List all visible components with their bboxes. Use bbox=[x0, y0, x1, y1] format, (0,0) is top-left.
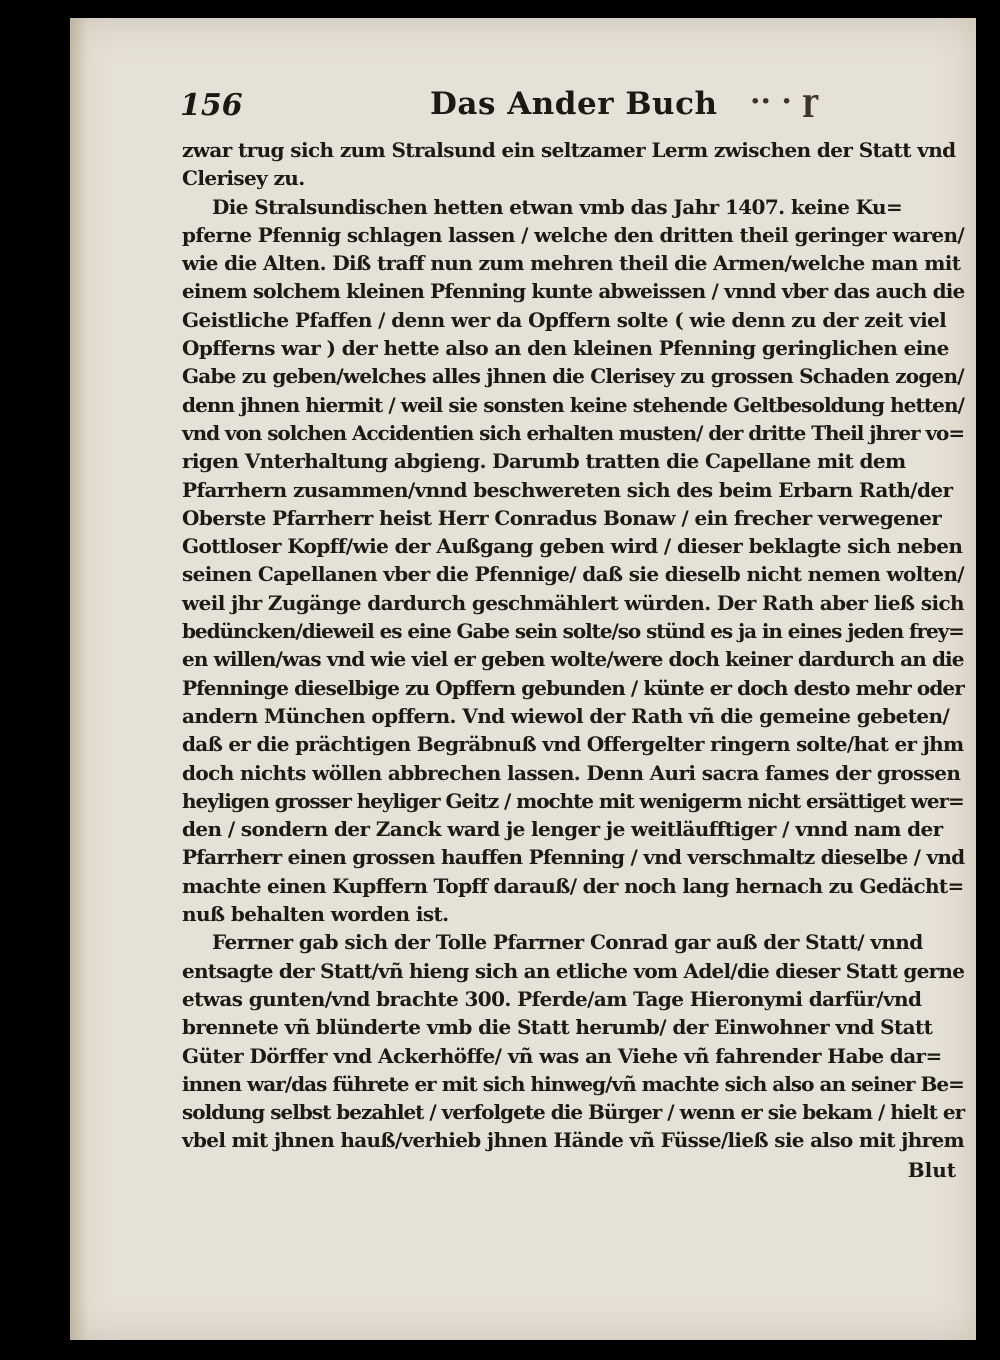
page-header bbox=[180, 82, 880, 132]
text-line: den / sondern der Zanck ward je lenger je weitläufftiger / vnnd nam der bbox=[182, 817, 943, 842]
catchword: Blut bbox=[907, 1158, 956, 1182]
text-line: doch nichts wöllen abbrechen lassen. Denn Auri sacra fames der grossen bbox=[182, 760, 961, 785]
text-line: Die Stralsundischen hetten etwan vmb das Jahr 1407. keine Ku= bbox=[212, 194, 903, 219]
text-line: Pfarrherr einen grossen hauffen Pfenning / vnd verschmaltz dieselbe / vnd bbox=[182, 845, 965, 870]
text-line: heyligen grosser heyliger Geitz / mochte mit wenigerm nicht ersättiget wer= bbox=[182, 788, 964, 813]
header-ornament: ·· · ɼ bbox=[750, 84, 819, 119]
text-line: entsagte der Statt/vñ hieng sich an etliche vom Adel/die dieser Statt gerne bbox=[182, 958, 965, 983]
text-line: andern München opffern. Vnd wiewol der Rath vñ die gemeine gebeten/ bbox=[182, 703, 950, 728]
text-line: denn jhnen hiermit / weil sie sonsten keine stehende Geltbesoldung hetten/ bbox=[182, 392, 965, 417]
text-line: brennete vñ blünderte vmb die Statt herumb/ der Einwohner vnd Statt bbox=[182, 1015, 933, 1040]
text-line: nuß behalten worden ist. bbox=[182, 902, 449, 927]
text-line: Clerisey zu. bbox=[182, 166, 305, 191]
text-line: daß er die prächtigen Begräbnuß vnd Offergelter ringern solte/hat er jhm bbox=[182, 732, 964, 757]
text-line: Geistliche Pfaffen / denn wer da Opffern solte ( wie denn zu der zeit viel bbox=[182, 307, 947, 332]
text-line: seinen Capellanen vber die Pfennige/ daß sie dieselb nicht nemen wolten/ bbox=[182, 562, 964, 587]
text-line: Ferrner gab sich der Tolle Pfarrner Conrad gar auß der Statt/ vnnd bbox=[212, 930, 923, 955]
body-text bbox=[182, 136, 964, 1155]
text-line: Gottloser Kopff/wie der Außgang geben wird / dieser beklagte sich neben bbox=[182, 534, 963, 559]
text-line: Güter Dörffer vnd Ackerhöffe/ vñ was an Viehe vñ fahrender Habe dar= bbox=[182, 1043, 942, 1068]
text-line: einem solchem kleinen Pfenning kunte abweissen / vnnd vber das auch die bbox=[182, 279, 965, 304]
text-line: soldung selbst bezahlet / verfolgete die Bürger / wenn er sie bekam / hielt er bbox=[182, 1100, 965, 1125]
text-line: wie die Alten. Diß traff nun zum mehren theil die Armen/welche man mit bbox=[182, 251, 961, 276]
text-line: etwas gunten/vnd brachte 300. Pferde/am Tage Hieronymi darfür/vnd bbox=[182, 986, 922, 1011]
text-line: bedüncken/dieweil es eine Gabe sein solte/so stünd es ja in eines jeden frey= bbox=[182, 619, 964, 644]
text-line: innen war/das führete er mit sich hinweg/vñ machte sich also an seiner Be= bbox=[182, 1071, 964, 1096]
running-title: Das Ander Buch bbox=[430, 86, 718, 122]
page-gutter-shadow bbox=[70, 18, 88, 1340]
text-line: Pfarrhern zusammen/vnnd beschwereten sich des beim Erbarn Rath/der bbox=[182, 477, 953, 502]
text-line: pferne Pfennig schlagen lassen / welche den dritten theil geringer waren/ bbox=[182, 222, 965, 247]
text-line: rigen Vnterhaltung abgieng. Darumb tratten die Capellane mit dem bbox=[182, 449, 906, 474]
text-line: Opfferns war ) der hette also an den kleinen Pfenning geringlichen eine bbox=[182, 336, 949, 361]
text-line: Pfenninge dieselbige zu Opffern gebunden / künte er doch desto mehr oder bbox=[182, 675, 964, 700]
text-line: vnd von solchen Accidentien sich erhalten musten/ der dritte Theil jhrer vo= bbox=[182, 420, 965, 445]
page-number: 156 bbox=[180, 88, 243, 123]
text-line: machte einen Kupffern Topff darauß/ der noch lang hernach zu Gedächt= bbox=[182, 873, 964, 898]
text-line: Gabe zu geben/welches alles jhnen die Clerisey zu grossen Schaden zogen/ bbox=[182, 364, 964, 389]
text-line: zwar trug sich zum Stralsund ein seltzamer Lerm zwischen der Statt vnd bbox=[182, 138, 956, 162]
text-line: Oberste Pfarrherr heist Herr Conradus Bonaw / ein frecher verwegener bbox=[182, 505, 942, 530]
text-line: en willen/was vnd wie viel er geben wolte/were doch keiner dardurch an die bbox=[182, 647, 964, 672]
text-line: vbel mit jhnen hauß/verhieb jhnen Hände vñ Füsse/ließ sie also mit jhrem bbox=[182, 1128, 965, 1153]
text-line: weil jhr Zugänge dardurch geschmählert würden. Der Rath aber ließ sich bbox=[182, 590, 964, 615]
